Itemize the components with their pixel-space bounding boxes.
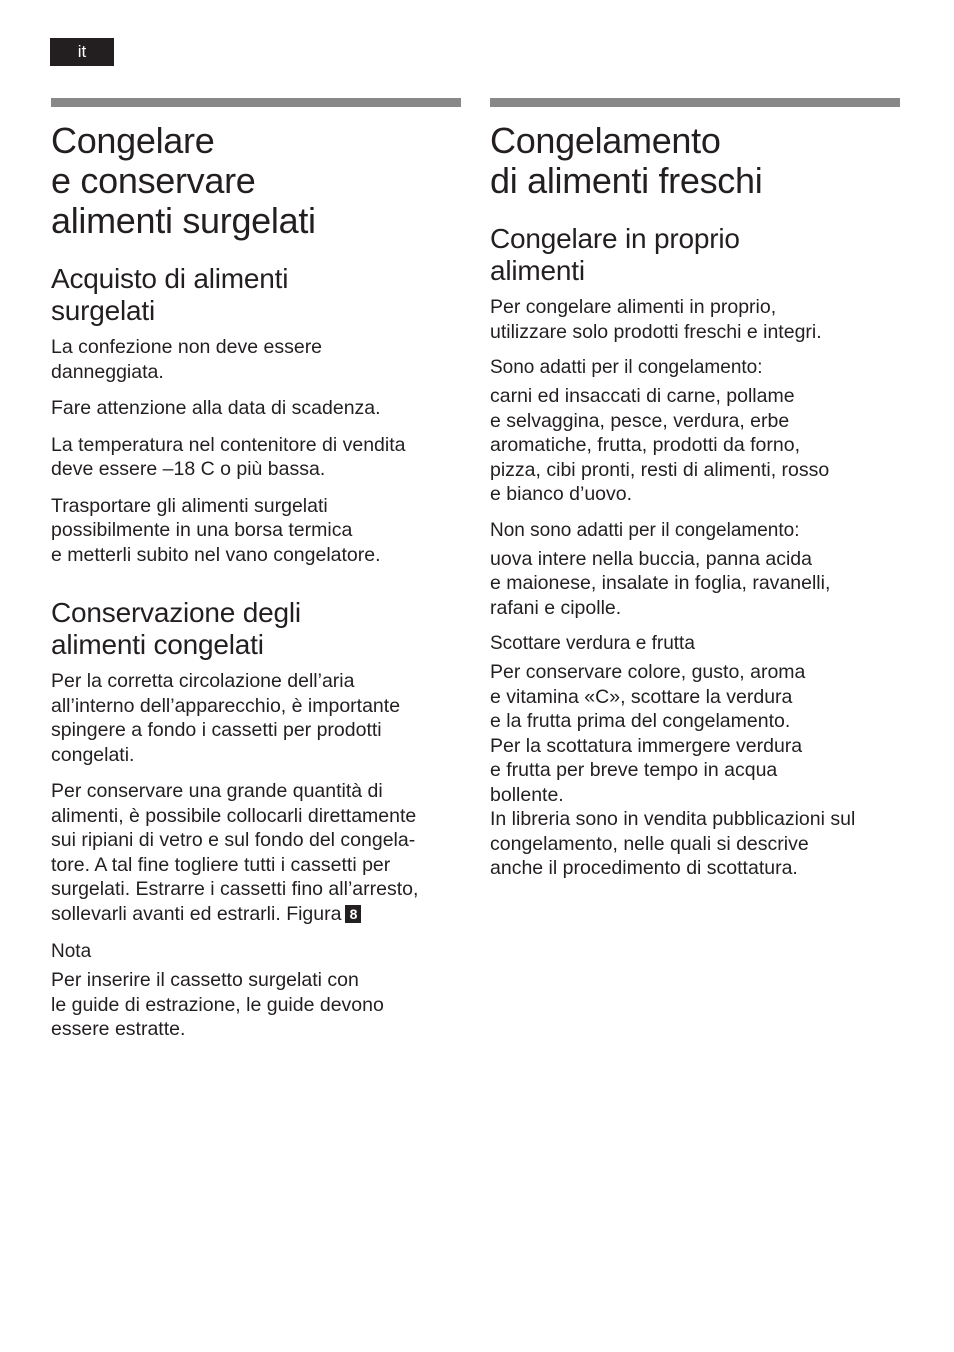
section-rule [490, 98, 900, 107]
note-heading: Nota [51, 941, 92, 962]
heading-freeze-yourself: Congelare in proprio alimenti [490, 223, 740, 286]
blanch-heading: Scottare verdura e frutta [490, 633, 695, 654]
section-rule [51, 98, 461, 107]
paragraph: La temperatura nel contenitore di vendita deve essere –18 C o più bassa. [51, 433, 406, 480]
note-text: Per inserire il cassetto surgelati con le guide di estrazione, le guide devono essere estratte. [51, 969, 384, 1040]
heading-storage-frozen: Conservazione degli alimenti congelati [51, 597, 301, 660]
paragraph: Per la corretta circolazione dell’aria all’interno dell’apparecchio, è importante spingere a fondo i cassetti per prodotti congelati. [51, 670, 401, 766]
right-column [490, 98, 900, 893]
paragraph-text: Per conservare una grande quantità di alimenti, è possibile collocarli direttamente sui ripiani di vetro e sul fondo del congela- tore. A tal fine togliere tutti i cassetti per surgelati. Estrarre i cassetti fino all’arresto, sollevarli avanti ed estrarli. [51, 780, 419, 925]
paragraph: Per congelare alimenti in proprio, utilizzare solo prodotti freschi e integri. [490, 296, 822, 343]
suitable-heading: Sono adatti per il congelamento: [490, 357, 763, 378]
paragraph-with-figure-ref [51, 779, 461, 926]
paragraph: Trasportare gli alimenti surgelati possibilmente in una borsa termica e metterli subito nel vano congelatore. [51, 494, 381, 566]
suitable-text: carni ed insaccati di carne, pollame e selvaggina, pesce, verdura, erbe aromatiche, frutta, prodotti da forno, pizza, cibi pronti, resti di alimenti, rosso e bianco d’uovo. [490, 385, 830, 505]
page-title-right: Congelamento di alimenti freschi [490, 120, 763, 201]
paragraph: Fare attenzione alla data di scadenza. [51, 397, 381, 419]
figure-ref-label: Figura [286, 902, 342, 925]
figure-number-badge: 8 [345, 905, 361, 923]
left-column [51, 98, 461, 1054]
blanch-text: Per conservare colore, gusto, aroma e vitamina «C», scottare la verdura e la frutta prima del congelamento. Per la scottatura immergere verdura e frutta per breve tempo in acqua bollente. In libreria sono in vendita pubblicazioni sul congelamento, nelle quali si descrive anche il procedimento di scottatura. [490, 661, 856, 879]
unsuitable-text: uova intere nella buccia, panna acida e maionese, insalate in foglia, ravanelli, rafani e cipolle. [490, 547, 831, 619]
language-tab: it [50, 38, 114, 66]
heading-purchase-frozen: Acquisto di alimenti surgelati [51, 263, 289, 326]
paragraph: La confezione non deve essere danneggiata. [51, 336, 323, 383]
page-title-left: Congelare e conservare alimenti surgelati [51, 120, 316, 241]
unsuitable-heading: Non sono adatti per il congelamento: [490, 519, 800, 541]
